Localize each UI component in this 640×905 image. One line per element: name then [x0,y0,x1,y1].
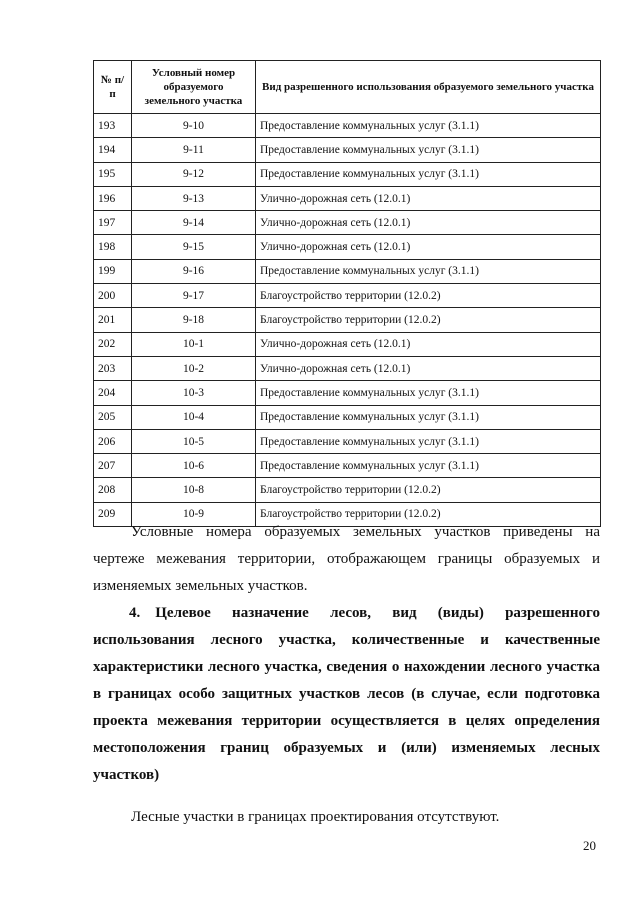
cell-use: Улично-дорожная сеть (12.0.1) [256,235,601,259]
cell-code: 9-14 [132,211,256,235]
cell-number: 194 [94,138,132,162]
cell-code: 10-9 [132,502,256,526]
cell-code: 10-2 [132,356,256,380]
cell-use: Улично-дорожная сеть (12.0.1) [256,332,601,356]
table-row [94,186,601,210]
cell-code: 9-12 [132,162,256,186]
table-row [94,284,601,308]
table-row [94,478,601,502]
table-row [94,454,601,478]
table-row [94,356,601,380]
table-row [94,308,601,332]
cell-number: 206 [94,429,132,453]
table-row [94,405,601,429]
cell-number: 208 [94,478,132,502]
cell-number: 202 [94,332,132,356]
page-number: 20 [583,838,596,853]
header-code: Условный номер образуемого земельного участка [132,61,256,114]
table-header-row [94,61,601,114]
cell-code: 9-10 [132,114,256,138]
cell-code: 10-8 [132,478,256,502]
cell-use: Улично-дорожная сеть (12.0.1) [256,356,601,380]
table-row [94,381,601,405]
table-row [94,138,601,162]
table-row [94,429,601,453]
cell-use: Предоставление коммунальных услуг (3.1.1) [256,259,601,283]
table-row [94,259,601,283]
cell-number: 198 [94,235,132,259]
table-row [94,235,601,259]
cell-use: Благоустройство территории (12.0.2) [256,478,601,502]
cell-code: 10-4 [132,405,256,429]
cell-number: 205 [94,405,132,429]
cell-code: 10-1 [132,332,256,356]
cell-number: 193 [94,114,132,138]
cell-use: Предоставление коммунальных услуг (3.1.1) [256,454,601,478]
cell-number: 204 [94,381,132,405]
cell-use: Предоставление коммунальных услуг (3.1.1) [256,138,601,162]
table-row [94,162,601,186]
cell-number: 207 [94,454,132,478]
cell-code: 9-18 [132,308,256,332]
forest-plots-paragraph: Лесные участки в границах проектирования отсутствуют. [131,809,500,825]
cell-number: 197 [94,211,132,235]
cell-use: Благоустройство территории (12.0.2) [256,308,601,332]
header-number: № п/п [94,61,132,114]
header-use: Вид разрешенного использования образуемого земельного участка [256,61,601,114]
table-row [94,114,601,138]
cell-number: 196 [94,186,132,210]
cell-use: Предоставление коммунальных услуг (3.1.1) [256,429,601,453]
cell-code: 9-17 [132,284,256,308]
cell-number: 200 [94,284,132,308]
table-row [94,211,601,235]
cell-code: 9-15 [132,235,256,259]
cell-code: 10-3 [132,381,256,405]
cell-number: 209 [94,502,132,526]
cell-code: 9-11 [132,138,256,162]
parcels-table [93,60,601,527]
section-4-heading: 4. Целевое назначение лесов, вид (виды) разрешенного использования лесного участка, количественные и качественные характеристики лесного участка, сведения о нахождении лесного участка в границах особо защитных участков лесов (в случае, если подготовка проекта межевания территории осуществляется в целях определения местоположения границ образуемых и (или) изменяемых лесных участков) [93,605,600,783]
cell-number: 201 [94,308,132,332]
cell-use: Предоставление коммунальных услуг (3.1.1) [256,114,601,138]
cell-use: Предоставление коммунальных услуг (3.1.1) [256,162,601,186]
cell-use: Благоустройство территории (12.0.2) [256,284,601,308]
cell-code: 9-16 [132,259,256,283]
cell-use: Улично-дорожная сеть (12.0.1) [256,211,601,235]
cell-use: Предоставление коммунальных услуг (3.1.1) [256,405,601,429]
cell-code: 9-13 [132,186,256,210]
cell-number: 195 [94,162,132,186]
cell-number: 203 [94,356,132,380]
cell-use: Улично-дорожная сеть (12.0.1) [256,186,601,210]
table-row [94,332,601,356]
cell-number: 199 [94,259,132,283]
cell-use: Благоустройство территории (12.0.2) [256,502,601,526]
parcels-note-paragraph: Условные номера образуемых земельных участков приведены на чертеже межевания территории, отображающем границы образуемых и изменяемых земельных участков. [93,524,600,594]
cell-use: Предоставление коммунальных услуг (3.1.1) [256,381,601,405]
cell-code: 10-5 [132,429,256,453]
cell-code: 10-6 [132,454,256,478]
